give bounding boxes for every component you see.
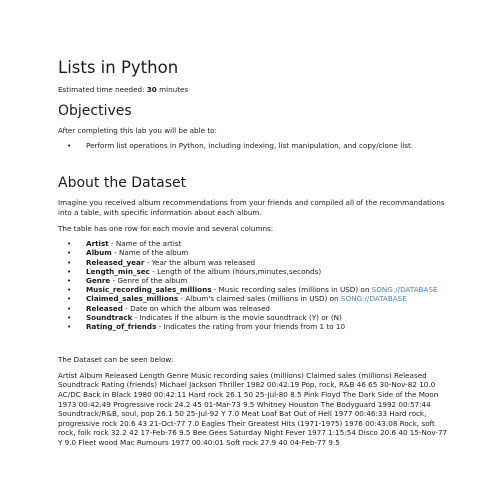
column-item: • Genre - Genre of the album <box>67 275 188 285</box>
page-title: Lists in Python <box>58 58 179 77</box>
objectives-list <box>58 141 448 150</box>
column-item: • Length_min_sec - Length of the album (hours,minutes,seconds) <box>67 266 322 276</box>
about-intro: Imagine you received album recommendations from your friends and compiled all of the recommandations into a table, with specific information about each album. <box>58 198 445 217</box>
bullet-icon: • <box>67 294 72 304</box>
column-item: • Music_recording_sales_millions - Music recording sales (millions in USD) on SONG://DATABASE <box>67 285 438 295</box>
column-item: • Released_year - Year the album was released <box>67 257 256 267</box>
bullet-icon: • <box>67 248 72 258</box>
bullet-icon: • <box>67 312 72 322</box>
objectives-heading: Objectives <box>58 102 132 119</box>
column-item: • Artist - Name of the artist <box>67 239 182 249</box>
document-page <box>58 58 448 448</box>
column-item: • Soundtrack - Indicates if the album is the movie soundtrack (Y) or (N) <box>67 312 342 322</box>
bullet-icon: • <box>67 322 72 331</box>
song-database-link[interactable]: SONG://DATABASE <box>340 294 407 304</box>
objective-item: • Perform list operations in Python, including indexing, list manipulation, and copy/clone list. <box>67 141 414 151</box>
bullet-icon: • <box>67 266 72 276</box>
objectives-intro: After completing this lab you will be able to: <box>58 125 217 135</box>
bullet-icon: • <box>67 285 72 295</box>
table-note: The table has one row for each movie and several columns: <box>58 223 274 233</box>
dataset-raw-text: Artist Album Released Length Genre Music recording sales (millions) Claimed sales (millions) Released Soundtrack Rating (friends) Michael Jackson Thriller 1982 00:42:19 Pop, rock, R&B 46 65 30-Nov-82 10.0 AC/DC Back in Black 1980 00:42:11 Hard rock 26.1 50 25-Jul-80 8.5 Pink Floyd The Dark Side of the Moon 1973 00:42:49 Progressive rock 24.2 45 01-Mar-73 9.5 Whitney Houston The Bodyguard 1992 00:57:44 Soundtrack/R&B, soul, pop 26.1 50 25-Jul-92 Y 7.0 Meat Loaf Bat Out of Hell 1977 00:46:33 Hard rock, progressive rock 20.6 43 21-Oct-77 7.0 Eagles Their Greatest Hits (1971-1975) 1976 00:43:08 Rock, soft rock, folk rock 32.2 42 17-Feb-76 9.5 Bee Gees Saturday Night Fever 1977 1:15:54 Disco 20.6 40 15-Nov-77 Y 9.0 Fleet wood Mac Rumours 1977 00:40:01 Soft rock 27.9 40 04-Feb-77 9.5 <box>58 370 448 447</box>
column-item: • Released - Date on which the album was released <box>67 303 270 313</box>
columns-list <box>58 239 448 331</box>
about-heading: About the Dataset <box>58 175 187 192</box>
estimated-time: Estimated time needed: 30 minutes <box>58 85 189 94</box>
column-item: • Album - Name of the album <box>67 248 189 258</box>
bullet-icon: • <box>67 257 72 267</box>
bullet-icon: • <box>67 141 72 151</box>
bullet-icon: • <box>67 303 72 313</box>
column-item: • Claimed_sales_millions - Album's claimed sales (millions in USD) on SONG://DATABASE <box>67 294 407 304</box>
estimated-time-value: 30 <box>146 85 157 94</box>
dataset-intro: The Dataset can be seen below: <box>58 355 174 365</box>
bullet-icon: • <box>67 239 72 249</box>
song-database-link[interactable]: SONG://DATABASE <box>371 285 438 295</box>
bullet-icon: • <box>67 275 72 285</box>
column-item: • Rating_of_friends - Indicates the rating from your friends from 1 to 10 <box>67 322 346 331</box>
